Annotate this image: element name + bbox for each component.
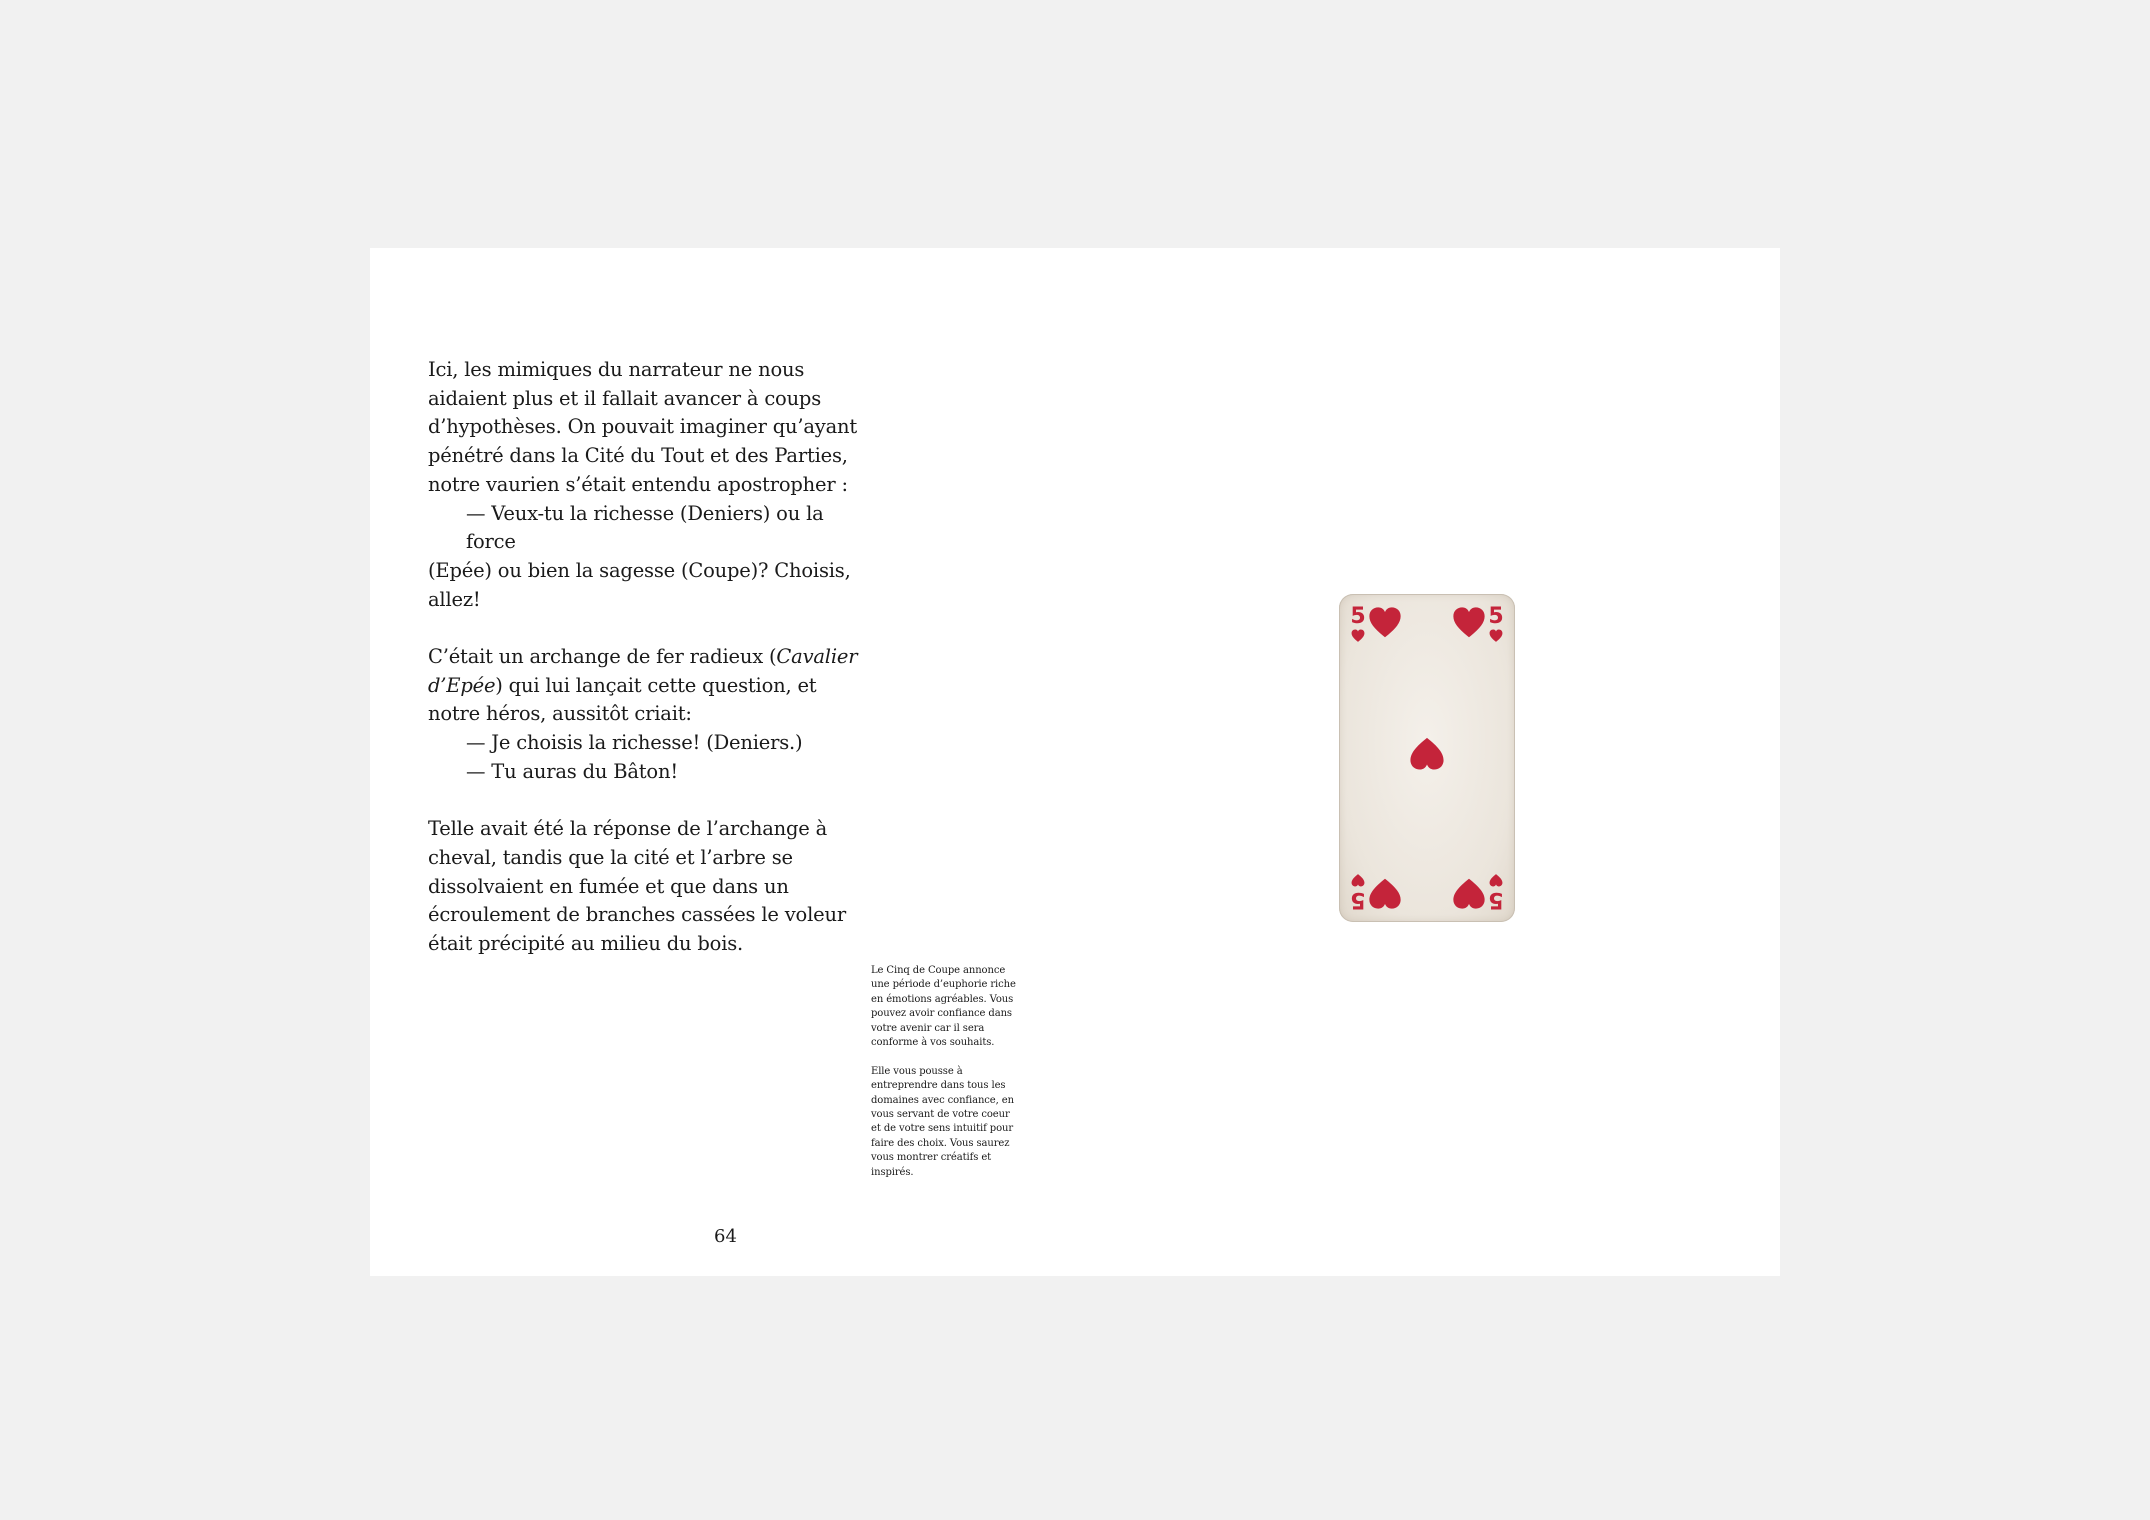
note-paragraph-1: Le Cinq de Coupe annonce une période d’euphorie riche en émotions agréables. Vous pouvez avoir confiance dans votre avenir car il sera conforme à vos souhaits. [871,965,1016,1049]
heart-icon [1451,876,1487,910]
dialogue-line-1-continued: (Epée) ou bien la sagesse (Coupe)? Choisis, allez! [428,558,851,611]
heart-icon [1367,606,1403,640]
heart-icon [1351,873,1365,887]
paragraph-2-start: C’était un archange de fer radieux ( [428,645,777,669]
playing-card-five-of-hearts [1339,594,1515,922]
main-text-column [428,356,858,959]
dialogue-line-1: — Veux-tu la richesse (Deniers) ou la force [466,501,824,554]
heart-icon [1489,873,1503,887]
dialogue-line-2: — Je choisis la richesse! (Deniers.) [466,731,803,755]
paragraph-2-end: ) qui lui lançait cette question, et notre héros, aussitôt criait: [428,673,817,726]
side-note [871,964,1021,1180]
card-index-top-right [1487,606,1505,643]
card-index-bottom-left [1349,873,1367,910]
heart-icon [1351,629,1365,643]
heart-icon [1489,629,1503,643]
card-index-top-left [1349,606,1367,643]
card-rank: 5 [1350,887,1366,912]
card-rank: 5 [1488,604,1504,629]
card-index-bottom-right [1487,873,1505,910]
dialogue-line-3: — Tu auras du Bâton! [466,759,678,783]
note-paragraph-2: Elle vous pousse à entreprendre dans tous les domaines avec confiance, en vous servant de votre coeur et de votre sens intuitif pour faire des choix. Vous saurez vous montrer créatifs et inspirés. [871,1065,1014,1178]
card-rank: 5 [1350,604,1366,629]
paragraph-3: Telle avait été la réponse de l’archange à cheval, tandis que la cité et l’arbre se dissolvaient en fumée et que dans un écroulement de branches cassées le voleur était précipité au milieu du bois. [428,817,846,956]
paragraph-1: Ici, les mimiques du narrateur ne nous aidaient plus et il fallait avancer à coups d’hypothèses. On pouvait imaginer qu’ayant pénétré dans la Cité du Tout et des Parties, notre vaurien s’était entendu apostropher : [428,358,857,496]
heart-icon [1367,876,1403,910]
page-number: 64 [714,1226,737,1247]
heart-icon [1408,735,1446,771]
card-rank: 5 [1488,887,1504,912]
heart-icon [1451,606,1487,640]
paragraph-2 [428,643,858,729]
paragraph-2-italic: Cavalier d’Epée [428,645,858,697]
book-page [370,248,1780,1276]
